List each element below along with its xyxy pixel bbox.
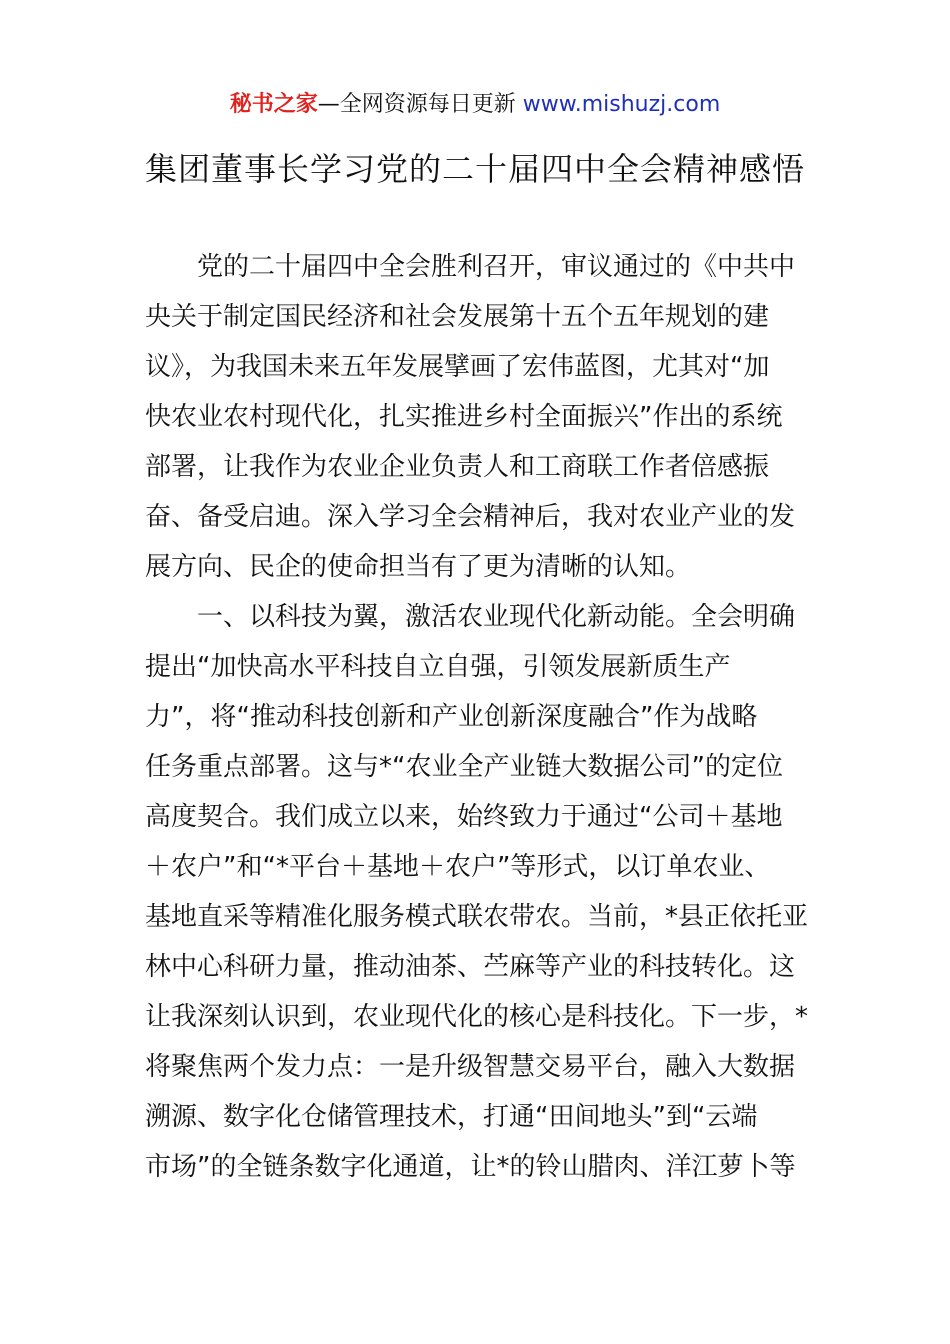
section-heading-line: 一、以科技为翼，激活农业现代化新动能。全会明确	[197, 602, 796, 632]
document-body	[145, 242, 815, 1192]
text-line: 基地直采等精准化服务模式联农带农。当前，*县正依托亚	[145, 902, 809, 932]
text-line: 展方向、民企的使命担当有了更为清晰的认知。	[145, 552, 692, 582]
text-line: ＋农户”和“*平台＋基地＋农户”等形式，以订单农业、	[145, 852, 771, 882]
text-line: 力”，将“推动科技创新和产业创新深度融合”作为战略	[145, 702, 758, 732]
site-url-link[interactable]: www.mishuzj.com	[522, 92, 721, 117]
text-line: 议》，为我国未来五年发展擘画了宏伟蓝图，尤其对“加	[145, 352, 770, 382]
document-title: 集团董事长学习党的二十届四中全会精神感悟	[144, 150, 805, 188]
text-line: 让我深刻认识到，农业现代化的核心是科技化。下一步，*	[145, 1002, 809, 1032]
site-header	[0, 88, 950, 122]
text-line: 将聚焦两个发力点：一是升级智慧交易平台，融入大数据	[145, 1052, 796, 1082]
text-line: 奋、备受启迪。深入学习全会精神后，我对农业产业的发	[145, 502, 796, 532]
text-line: 提出“加快高水平科技自立自强，引领发展新质生产	[145, 652, 731, 682]
text-line: 林中心科研力量，推动油茶、苎麻等产业的科技转化。这	[145, 952, 796, 982]
text-line: 党的二十届四中全会胜利召开，审议通过的《中共中	[197, 252, 796, 282]
text-line: 高度契合。我们成立以来，始终致力于通过“公司＋基地	[145, 802, 783, 832]
text-line: 快农业农村现代化，扎实推进乡村全面振兴”作出的系统	[145, 402, 783, 432]
text-line: 溯源、数字化仓储管理技术，打通“田间地头”到“云端	[145, 1102, 758, 1132]
text-line: 央关于制定国民经济和社会发展第十五个五年规划的建	[145, 302, 770, 332]
brand-name: 秘书之家	[229, 92, 318, 117]
text-line: 市场”的全链条数字化通道，让*的铃山腊肉、洋江萝卜等	[145, 1152, 796, 1182]
site-tagline: —全网资源每日更新	[317, 92, 523, 117]
text-line: 部署，让我作为农业企业负责人和工商联工作者倍感振	[145, 452, 770, 482]
text-line: 任务重点部署。这与*“农业全产业链大数据公司”的定位	[145, 752, 783, 782]
